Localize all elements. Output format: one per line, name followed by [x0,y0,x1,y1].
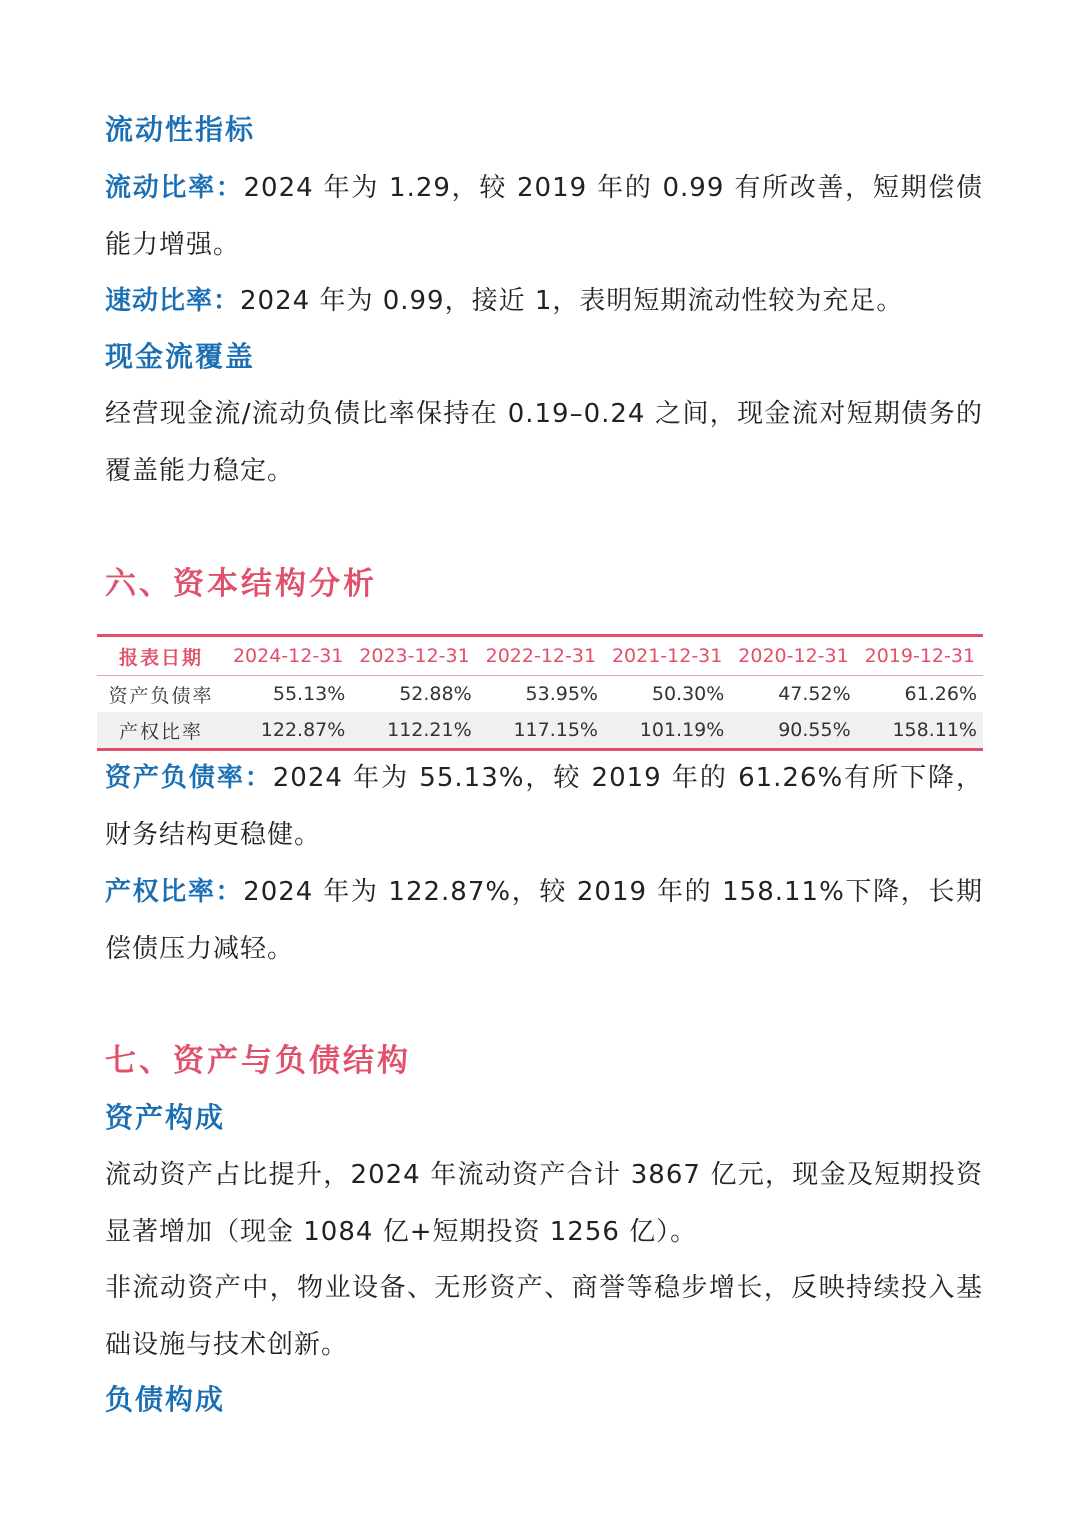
quick-ratio-text: 2024 年为 0.99，接近 1，表明短期流动性较为充足。 [240,286,904,316]
table-cell: 101.19% [604,712,730,750]
table-cell: 50.30% [651,683,725,705]
table-cell: 53.95% [525,683,598,705]
equity-ratio-label: 产权比率： [105,877,244,907]
table-cell: 52.88% [399,683,472,705]
quick-ratio-label: 速动比率： [105,286,241,316]
table-header-date: 2023-12-31 [351,636,477,676]
debt-ratio-paragraph [105,750,983,863]
equity-ratio-text: 2024 年为 122.87%，较 2019 年的 158.11%下降，长期偿债压力减轻。 [105,877,983,964]
table-cell: 117.15% [478,712,604,750]
section-seven-title: 七、资产与负债结构 [105,1043,411,1079]
table-cell: 112.21% [351,712,477,750]
table-cell: 55.13% [272,683,346,705]
table-header-date: 2020-12-31 [730,636,856,676]
section-six-title: 六、资本结构分析 [105,566,377,602]
table-cell: 90.55% [730,712,856,750]
cash-flow-heading: 现金流覆盖 [105,340,256,373]
current-ratio-text: 2024 年为 1.29，较 2019 年的 0.99 有所改善，短期偿债能力增强。 [105,173,983,260]
table-cell: 158.11% [857,712,983,750]
table-header-label: 报表日期 [97,636,225,676]
current-ratio-paragraph [105,160,983,273]
row-label: 资产负债率 [108,684,214,707]
liquidity-heading: 流动性指标 [105,113,256,146]
table-row [97,712,983,750]
equity-ratio-paragraph [105,864,983,977]
quick-ratio-paragraph [105,273,983,330]
table-header-date: 2024-12-31 [225,636,351,676]
table-cell: 61.26% [904,683,977,705]
debt-ratio-text: 2024 年为 55.13%，较 2019 年的 61.26%有所下降，财务结构更稳健。 [105,763,983,850]
capital-structure-table [97,634,983,751]
table-header-date: 2019-12-31 [857,636,983,676]
table-header-date: 2022-12-31 [478,636,604,676]
asset-paragraph-2: 非流动资产中，物业设备、无形资产、商誉等稳步增长，反映持续投入基础设施与技术创新。 [105,1273,983,1360]
table-row [97,676,983,713]
table-header-row [97,636,983,676]
table-cell: 122.87% [225,712,351,750]
liability-composition-heading: 负债构成 [105,1383,226,1416]
row-label: 产权比率 [97,712,225,750]
asset-paragraph-1: 流动资产占比提升，2024 年流动资产合计 3867 亿元，现金及短期投资显著增加（现金 1084 亿+短期投资 1256 亿）。 [105,1160,983,1247]
table-cell: 47.52% [778,683,851,705]
asset-composition-heading: 资产构成 [105,1101,226,1134]
debt-ratio-label: 资产负债率： [105,763,273,793]
current-ratio-label: 流动比率： [105,173,244,203]
cash-flow-paragraph: 经营现金流/流动负债比率保持在 0.19–0.24 之间，现金流对短期债务的覆盖能力稳定。 [105,399,983,486]
table-header-date: 2021-12-31 [604,636,730,676]
